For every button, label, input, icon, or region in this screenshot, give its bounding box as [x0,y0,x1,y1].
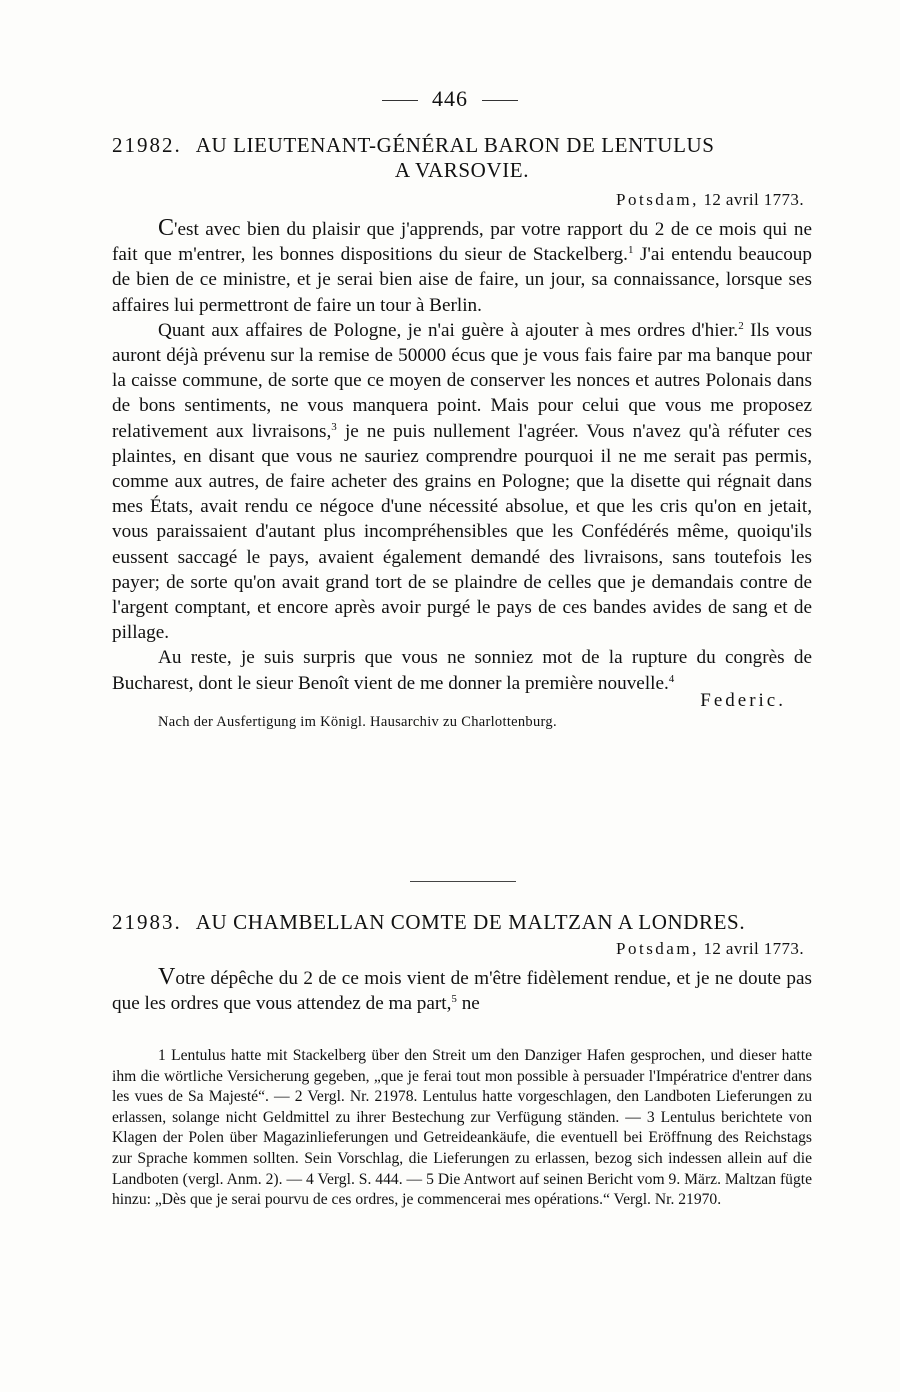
footnote-marker: 5 [451,993,457,1006]
letter-title: AU CHAMBELLAN COMTE DE MALTZAN A LONDRES. [195,910,746,934]
dateline [112,939,812,959]
paragraph [112,965,812,1016]
footnotes [112,1046,812,1211]
letter-title-line2: A VARSOVIE. [394,158,530,182]
paragraph-text: J'ai entendu beaucoup de bien de ce ministre, et je serai bien aise de faire, un jour, sa connaissance, lorsque ses affaires lui permettront de faire un tour à Berlin. [112,244,812,316]
signature: Federic. [700,689,786,711]
footnote-marker: 2 [738,319,744,332]
paragraph [112,216,812,318]
paragraph-text: Quant aux affaires de Pologne, je n'ai guère à ajouter à mes ordres d'hier. [158,319,739,341]
paragraph-text: je ne puis nullement l'agréer. Vous n'avez qu'à réfuter ces plaintes, en disant que vous ne sauriez comprendre pourquoi il ne me serait pas permis, comme aux autres, de faire acheter des grains en Pologne; que la disette qui régnait dans mes États, avait rendu ce négoce d'une nécessité absolue, et que les cris qu'on en jetait, vous paraissaient d'autant plus incompréhensibles que les Confédérés même, quoiqu'ils eussent saccagé le pays, avaient également demandé des livraisons, sans toutefois les payer; de sorte qu'on avait grand tort de se plaindre de celles que je demandais contre de l'argent comptant, et encore après avoir purgé le pays de ces bandes avides de sang et de pillage. [112,420,812,644]
letter-21982 [112,133,812,731]
footnote-text: 1 Lentulus hatte mit Stackelberg über den Streit um den Danziger Hafen gesprochen, und dieser hatte ihm die wörtliche Versicherung gegeben, „que je ferai tout mon possible à persuader l'Impératrice d'entrer dans les vues de Sa Majesté“. — 2 Vergl. Nr. 21978. Lentulus hatte vorgeschlagen, den Landboten Lieferungen zu erlassen, solange nicht Geldmittel zu ihrer Bestechung zur Verfügung ständen. — 3 Lentulus berichtete von Klagen der Polen über Magazinlieferungen und Getreideankäufe, die eventuell bei Eröffnung des Reichstags zur Sprache kommen sollten. Sein Vorschlag, die Lieferungen zu erlassen, bezog sich indessen allein auf die Landboten (vergl. Anm. 2). — 4 Vergl. S. 444. — 5 Die Antwort auf seinen Bericht vom 9. März. Maltzan fügte hinzu: „Dès que je serai pourvu de ces ordres, je commencerai mes opérations.“ Vergl. Nr. 21970. [112,1047,812,1209]
initial-capital: V [158,964,176,990]
letter-21983 [112,910,812,1016]
section-divider [410,881,516,882]
letter-heading [112,133,812,183]
footnote-marker: 1 [627,244,634,257]
letter-title-line1: AU LIEUTENANT-GÉNÉRAL BARON DE LENTULUS [195,133,715,157]
dateline-date: 12 avril 1773. [703,939,804,958]
dateline [112,190,812,210]
page-number-dash-left [382,100,418,101]
source-note: Nach der Ausfertigung im Königl. Hausarchiv zu Charlottenburg. [158,713,557,730]
paragraph [112,318,812,646]
dateline-place: Potsdam, [616,190,699,209]
letter-number: 21983. [112,910,182,934]
page-number-dash-right [482,100,518,101]
dateline-place: Potsdam, [616,939,699,958]
initial-capital: C [158,215,175,241]
page-number-text: 446 [432,86,468,111]
paragraph-text: Ils vous auront déjà prévenu sur la remise de 50000 écus que je vous fais faire par ma banque pour la caisse commune, de sorte que ce moyen de conserver les nonces et autres Polonais dans de bons sentiments, ne vous manquera point. Mais pour celui que vous me proposez relativement aux livraisons, [112,319,813,442]
page-number [0,86,900,112]
footnote-marker: 4 [668,672,675,685]
paragraph-text: otre dépêche du 2 de ce mois vient de m'être fidèlement rendue, et je ne doute pas que les ordres que vous attendez de ma part, [112,968,812,1015]
letter-number: 21982. [112,133,182,157]
paragraph-text: Au reste, je suis surpris que vous ne sonniez mot de la rupture du congrès de Bucharest, dont le sieur Benoît vient de me donner la première nouvelle. [112,647,812,694]
letter-heading [112,910,812,935]
paragraph [112,645,812,695]
dateline-date: 12 avril 1773. [703,190,804,209]
paragraph-text: 'est avec bien du plaisir que j'apprends, par votre rapport du 2 de ce mois qui ne fait que m'entrer, les bonnes dispositions du sieur de Stackelberg. [112,219,812,266]
paragraph-text: ne [456,993,480,1015]
footnote-marker: 3 [331,420,337,433]
